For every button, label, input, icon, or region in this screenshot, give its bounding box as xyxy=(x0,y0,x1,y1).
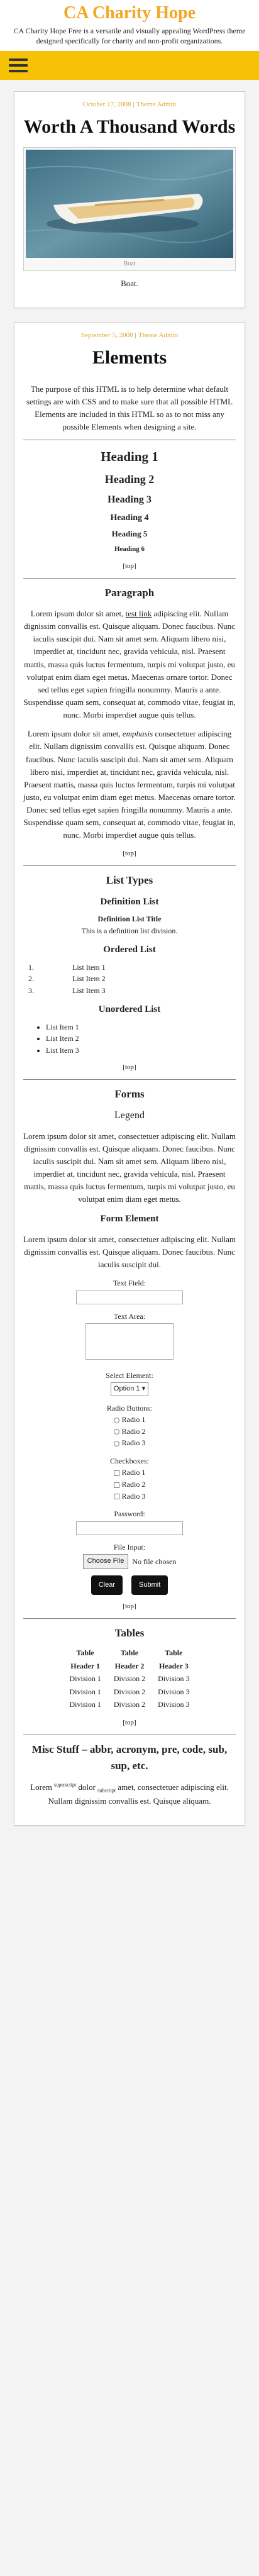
checkbox-icon xyxy=(114,1482,119,1488)
checkbox-option[interactable]: Radio 3 xyxy=(23,1491,236,1502)
data-table xyxy=(63,1646,196,1711)
checkboxes-label: Checkboxes: xyxy=(110,1456,149,1465)
paragraph-2: Lorem ipsum dolor sit amet, emphasis consectetuer adipiscing elit. Nullam dignissim convallis est. Quisque aliquam. Donec faucibus. Nunc iaculis suscipit dui. Nam sit amet sem. Aliquam libero nisi, imperdiet at, tincidunt nec, gravida vehicula, nisl. Praesent mattis, massa quis luctus fermentum, turpis mi volutpat justo, eu volutpat enim diam eget metus. Maecenas ornare tortor. Donec sed tellus eget sapien fringilla nonummy. Mauris a ante. Suspendisse quam sem, consequat at, commodo vitae, feugiat in, nunc. Morbi imperdiet augue quis tellus. xyxy=(23,729,236,840)
list-item: • List Item 1 xyxy=(46,1021,236,1033)
post-meta xyxy=(23,330,236,341)
radio-icon xyxy=(114,1418,119,1423)
file-input xyxy=(23,1554,236,1568)
paragraph-title: Paragraph xyxy=(104,586,155,599)
heading-1: Heading 1 xyxy=(101,449,158,465)
table-cell: Division 1 xyxy=(69,1700,101,1709)
table-header-cell: Table xyxy=(76,1648,94,1657)
checkbox-option[interactable]: Radio 1 xyxy=(23,1467,236,1479)
legend-paragraph: Lorem ipsum dolor sit amet, consectetuer adipiscing elit. Nullam dignissim convallis est. Quisque aliquam. Donec faucibus. Nunc iaculis suscipit dui. Nam sit amet sem. Aliquam libero nisi, imperdiet at, tincidunt nec, gravida vehicula, nisl. Praesent mattis, massa quis luctus fermentum, turpis mi volutpat justo, eu volutpat enim diam eget metus. xyxy=(23,1131,236,1204)
clear-button[interactable]: Clear xyxy=(91,1575,123,1595)
post-author[interactable]: Theme Admin xyxy=(136,101,177,109)
form-paragraph: Lorem ipsum dolor sit amet, consectetuer adipiscing elit. Nullam dignissim convallis est. Quisque aliquam. Donec faucibus. Nunc iaculis suscipit dui. xyxy=(23,1234,236,1269)
list-item: 2. List Item 2 xyxy=(28,974,106,984)
subscript-text: subscript xyxy=(97,1787,116,1794)
form xyxy=(23,1277,236,1594)
list-item: 3. List Item 3 xyxy=(28,985,106,995)
file-input-label: File Input: xyxy=(113,1542,146,1552)
heading-2: Heading 2 xyxy=(104,473,155,486)
post-title[interactable]: Worth A Thousand Words xyxy=(23,116,236,138)
table-cell: Division 1 xyxy=(69,1687,101,1696)
radio-option[interactable]: Radio 3 xyxy=(23,1437,236,1449)
post-worth-a-thousand-words xyxy=(14,91,245,308)
definition-description: This is a definition list division. xyxy=(81,926,178,935)
submit-button[interactable]: Submit xyxy=(131,1575,168,1595)
table-header-cell: Table xyxy=(120,1648,139,1657)
form-buttons xyxy=(23,1575,236,1595)
table-header-cell: Table xyxy=(165,1648,183,1657)
test-link[interactable]: test link xyxy=(125,608,152,618)
radio-icon xyxy=(114,1441,119,1446)
table-header-row xyxy=(63,1646,196,1660)
form-element-title: Form Element xyxy=(100,1214,159,1224)
post-date[interactable]: October 17, 2008 xyxy=(82,101,131,109)
list-item: 1. List Item 1 xyxy=(28,962,106,972)
meta-separator: | xyxy=(133,101,135,109)
paragraph-1: Lorem ipsum dolor sit amet, test link adipiscing elit. Nullam dignissim convallis est. Quisque aliquam. Donec faucibus. Nunc iaculis suscipit dui. Nam sit amet sem. Aliquam libero nisi, imperdiet at, tincidunt nec, gravida vehicula, nisl. Praesent mattis, massa quis luctus fermentum, turpis mi volutpat justo, eu volutpat enim diam eget metus. Maecenas ornare tortor. Donec sed tellus eget sapien fringilla nonummy. Mauris a ante. Suspendisse quam sem, consequat at, commodo vitae, feugiat in, nunc. Morbi imperdiet augue quis tellus. xyxy=(23,608,236,720)
list-item: • List Item 3 xyxy=(46,1045,236,1057)
file-status: No file chosen xyxy=(132,1557,177,1566)
text-area-label: Text Area: xyxy=(113,1311,146,1321)
definition-list xyxy=(23,913,236,936)
heading-5: Heading 5 xyxy=(111,529,148,539)
radio-buttons-label: Radio Buttons: xyxy=(106,1403,153,1413)
select-label: Select Element: xyxy=(106,1370,153,1380)
table-row xyxy=(63,1698,196,1711)
heading-3: Heading 3 xyxy=(107,494,152,505)
table-row xyxy=(63,1685,196,1699)
superscript-text: superscript xyxy=(54,1782,77,1788)
top-link[interactable]: [top] xyxy=(123,849,136,857)
choose-file-button[interactable]: Choose File xyxy=(83,1554,129,1568)
chevron-down-icon: ▾ xyxy=(141,1385,146,1393)
post-title[interactable]: Elements xyxy=(92,347,167,369)
definition-list-title: Definition List xyxy=(100,896,159,907)
table-cell: Division 2 xyxy=(113,1700,146,1709)
list-types-title: List Types xyxy=(106,874,153,886)
site-header xyxy=(0,0,259,51)
intro-paragraph: The purpose of this HTML is to help determine what default settings are with CSS and to make sure that all possible HTML Elements are included in this HTML so as to not miss any possible Elements when designing a site. xyxy=(26,384,233,432)
table-row xyxy=(63,1672,196,1685)
table-cell: Division 2 xyxy=(113,1674,146,1684)
misc-paragraph: Lorem $^{superscript}$ dolor $_{subscript}$ amet, consectetuer adipiscing elit. Nullam dignissim convallis est. Quisque aliquam. xyxy=(30,1782,229,1806)
site-description: CA Charity Hope Free is a versatile and visually appealing WordPress theme designed specifically for charity and non-profit organizations. xyxy=(13,26,246,45)
table-cell: Division 3 xyxy=(158,1687,190,1696)
table-cell: Header 3 xyxy=(158,1661,189,1670)
table-cell: Header 2 xyxy=(114,1661,145,1670)
top-link[interactable]: [top] xyxy=(123,1063,136,1072)
ordered-list xyxy=(28,962,236,997)
post-date[interactable]: September 5, 2008 xyxy=(80,331,133,340)
legend: Legend xyxy=(114,1109,145,1121)
tables-title: Tables xyxy=(114,1626,145,1639)
forms-title: Forms xyxy=(114,1088,145,1101)
table-cell: Division 3 xyxy=(158,1700,190,1709)
list-item: • List Item 2 xyxy=(46,1033,236,1045)
divider xyxy=(23,578,236,579)
text-field-input[interactable] xyxy=(76,1291,183,1304)
divider xyxy=(23,1079,236,1080)
checkbox-icon xyxy=(114,1494,119,1499)
heading-6: Heading 6 xyxy=(114,545,145,553)
top-link[interactable]: [top] xyxy=(123,1718,136,1726)
radio-option[interactable]: Radio 1 xyxy=(23,1414,236,1426)
checkbox-option[interactable]: Radio 2 xyxy=(23,1479,236,1491)
definition-term: Definition List Title xyxy=(97,914,162,924)
divider xyxy=(23,1618,236,1619)
table-cell: Division 1 xyxy=(69,1674,101,1684)
unordered-list xyxy=(38,1021,236,1057)
emphasis-text: emphasis xyxy=(122,729,153,739)
post-body: Boat. xyxy=(121,279,138,289)
image-figure xyxy=(23,147,236,272)
text-area-input[interactable] xyxy=(85,1323,174,1360)
post-author[interactable]: Theme Admin xyxy=(138,331,179,340)
table-cell: Header 1 xyxy=(70,1661,101,1670)
hamburger-menu-icon[interactable] xyxy=(9,58,28,72)
site-title[interactable]: CA Charity Hope xyxy=(63,3,196,23)
password-label: Password: xyxy=(114,1509,145,1519)
table-cell: Division 3 xyxy=(158,1674,190,1684)
post-meta xyxy=(23,99,236,110)
menu-bar xyxy=(0,51,259,80)
radio-option[interactable]: Radio 2 xyxy=(23,1426,236,1438)
heading-4: Heading 4 xyxy=(110,513,149,523)
misc-title: Misc Stuff – abbr, acronym, pre, code, sub, sup, etc. xyxy=(31,1743,228,1772)
table-cell: Division 2 xyxy=(113,1687,146,1696)
select-dropdown[interactable]: Option 1 ▾ xyxy=(111,1382,148,1396)
divider xyxy=(23,865,236,866)
unordered-list-title: Unordered List xyxy=(98,1004,161,1015)
top-link[interactable]: [top] xyxy=(123,1602,136,1610)
post-elements xyxy=(14,322,245,1825)
meta-separator: | xyxy=(135,331,136,340)
boat-image[interactable] xyxy=(26,150,233,258)
radio-icon xyxy=(114,1429,119,1435)
image-caption: Boat xyxy=(123,260,136,267)
top-link[interactable]: [top] xyxy=(123,562,136,570)
password-input[interactable] xyxy=(76,1521,183,1535)
table-row xyxy=(63,1660,196,1673)
ordered-list-title: Ordered List xyxy=(103,945,156,955)
text-field-label: Text Field: xyxy=(113,1279,146,1288)
checkbox-icon xyxy=(114,1470,119,1476)
